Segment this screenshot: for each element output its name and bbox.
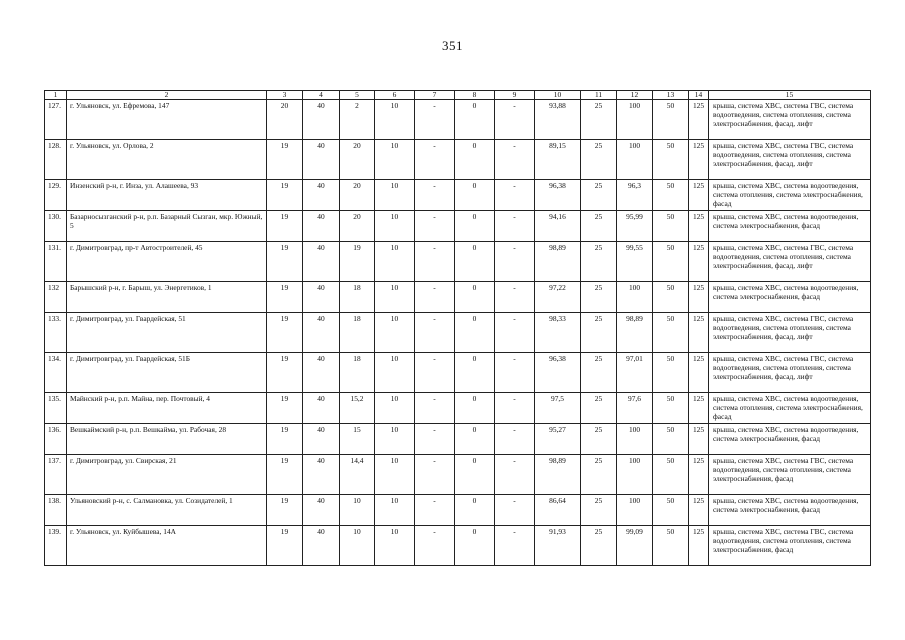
col-3-cell: 19: [267, 525, 303, 565]
col-13-cell: 50: [653, 179, 689, 210]
col-4-cell: 40: [303, 281, 340, 312]
table-row: [45, 281, 871, 312]
col-6-cell: 10: [375, 210, 415, 241]
col-10-cell: 97,22: [535, 281, 581, 312]
col-3-cell: 19: [267, 241, 303, 281]
col-6-cell: 10: [375, 281, 415, 312]
row-number: 131.: [45, 241, 67, 281]
col-9-cell: -: [495, 423, 535, 454]
column-header: 13: [653, 91, 689, 100]
table-body: [45, 99, 871, 565]
col-12-cell: 97,01: [617, 352, 653, 392]
row-number: 130.: [45, 210, 67, 241]
address-cell: г. Димитровград, ул. Гвардейская, 51: [67, 312, 267, 352]
col-13-cell: 50: [653, 494, 689, 525]
col-14-cell: 125: [689, 210, 709, 241]
address-cell: Ульяновский р-н, с. Салмановка, ул. Созидателей, 1: [67, 494, 267, 525]
col-10-cell: 94,16: [535, 210, 581, 241]
col-4-cell: 40: [303, 210, 340, 241]
row-number: 136.: [45, 423, 67, 454]
column-header: 7: [415, 91, 455, 100]
works-cell: крыша, система ХВС, система водоотведения, система отопления, система электроснабжения, фасад: [709, 179, 871, 210]
col-5-cell: 10: [340, 494, 375, 525]
col-12-cell: 97,6: [617, 392, 653, 423]
col-6-cell: 10: [375, 139, 415, 179]
col-3-cell: 19: [267, 352, 303, 392]
works-cell: крыша, система ХВС, система ГВС, система водоотведения, система отопления, система электроснабжения, фасад, лифт: [709, 352, 871, 392]
col-10-cell: 93,88: [535, 99, 581, 139]
address-cell: г. Димитровград, ул. Гвардейская, 51Б: [67, 352, 267, 392]
col-9-cell: -: [495, 99, 535, 139]
col-5-cell: 18: [340, 281, 375, 312]
col-6-cell: 10: [375, 494, 415, 525]
col-12-cell: 95,99: [617, 210, 653, 241]
row-number: 127.: [45, 99, 67, 139]
col-10-cell: 89,15: [535, 139, 581, 179]
row-number: 133.: [45, 312, 67, 352]
col-3-cell: 19: [267, 392, 303, 423]
col-13-cell: 50: [653, 423, 689, 454]
col-11-cell: 25: [581, 423, 617, 454]
col-5-cell: 15: [340, 423, 375, 454]
col-8-cell: 0: [455, 312, 495, 352]
col-14-cell: 125: [689, 352, 709, 392]
col-8-cell: 0: [455, 352, 495, 392]
column-header: 10: [535, 91, 581, 100]
col-11-cell: 25: [581, 454, 617, 494]
col-6-cell: 10: [375, 423, 415, 454]
col-5-cell: 20: [340, 139, 375, 179]
address-cell: Вешкаймский р-н, р.п. Вешкайма, ул. Рабочая, 28: [67, 423, 267, 454]
col-6-cell: 10: [375, 392, 415, 423]
col-9-cell: -: [495, 312, 535, 352]
col-11-cell: 25: [581, 99, 617, 139]
row-number: 139.: [45, 525, 67, 565]
col-13-cell: 50: [653, 525, 689, 565]
header-row: [45, 91, 871, 100]
table-row: [45, 352, 871, 392]
column-header: 5: [340, 91, 375, 100]
works-cell: крыша, система ХВС, система ГВС, система водоотведения, система отопления, система электроснабжения, фасад: [709, 454, 871, 494]
table-row: [45, 99, 871, 139]
col-14-cell: 125: [689, 312, 709, 352]
col-8-cell: 0: [455, 210, 495, 241]
col-5-cell: 10: [340, 525, 375, 565]
works-cell: крыша, система ХВС, система водоотведения, система электроснабжения, фасад: [709, 423, 871, 454]
col-11-cell: 25: [581, 392, 617, 423]
works-cell: крыша, система ХВС, система водоотведения, система электроснабжения, фасад: [709, 494, 871, 525]
col-6-cell: 10: [375, 99, 415, 139]
address-cell: Базарносызганский р-н, р.п. Базарный Сызган, мкр. Южный, 5: [67, 210, 267, 241]
col-4-cell: 40: [303, 423, 340, 454]
col-4-cell: 40: [303, 179, 340, 210]
col-9-cell: -: [495, 139, 535, 179]
col-10-cell: 98,89: [535, 241, 581, 281]
col-4-cell: 40: [303, 241, 340, 281]
works-table: [44, 90, 871, 566]
column-header: 12: [617, 91, 653, 100]
col-14-cell: 125: [689, 525, 709, 565]
col-8-cell: 0: [455, 494, 495, 525]
col-10-cell: 96,38: [535, 179, 581, 210]
table-row: [45, 241, 871, 281]
col-6-cell: 10: [375, 179, 415, 210]
col-13-cell: 50: [653, 392, 689, 423]
col-9-cell: -: [495, 454, 535, 494]
col-8-cell: 0: [455, 423, 495, 454]
col-5-cell: 20: [340, 179, 375, 210]
col-3-cell: 19: [267, 139, 303, 179]
col-3-cell: 19: [267, 454, 303, 494]
col-7-cell: -: [415, 99, 455, 139]
col-14-cell: 125: [689, 392, 709, 423]
col-8-cell: 0: [455, 525, 495, 565]
col-7-cell: -: [415, 139, 455, 179]
table-row: [45, 494, 871, 525]
col-7-cell: -: [415, 392, 455, 423]
col-14-cell: 125: [689, 139, 709, 179]
col-9-cell: -: [495, 281, 535, 312]
col-7-cell: -: [415, 210, 455, 241]
column-header: 15: [709, 91, 871, 100]
col-11-cell: 25: [581, 281, 617, 312]
col-12-cell: 100: [617, 99, 653, 139]
col-3-cell: 19: [267, 210, 303, 241]
column-header: 2: [67, 91, 267, 100]
col-13-cell: 50: [653, 210, 689, 241]
address-cell: Барышский р-н, г. Барыш, ул. Энергетиков, 1: [67, 281, 267, 312]
col-3-cell: 19: [267, 423, 303, 454]
table-row: [45, 210, 871, 241]
col-13-cell: 50: [653, 99, 689, 139]
col-5-cell: 15,2: [340, 392, 375, 423]
col-12-cell: 98,89: [617, 312, 653, 352]
col-7-cell: -: [415, 525, 455, 565]
column-header: 11: [581, 91, 617, 100]
page-number: 351: [442, 38, 463, 53]
col-13-cell: 50: [653, 281, 689, 312]
col-6-cell: 10: [375, 352, 415, 392]
col-10-cell: 98,33: [535, 312, 581, 352]
col-8-cell: 0: [455, 99, 495, 139]
col-9-cell: -: [495, 352, 535, 392]
col-14-cell: 125: [689, 179, 709, 210]
works-cell: крыша, система ХВС, система водоотведения, система электроснабжения, фасад: [709, 210, 871, 241]
col-10-cell: 97,5: [535, 392, 581, 423]
address-cell: г. Димитровград, ул. Свирская, 21: [67, 454, 267, 494]
col-6-cell: 10: [375, 312, 415, 352]
address-cell: г. Димитровград, пр-т Автостроителей, 45: [67, 241, 267, 281]
col-11-cell: 25: [581, 352, 617, 392]
col-9-cell: -: [495, 241, 535, 281]
col-7-cell: -: [415, 352, 455, 392]
col-13-cell: 50: [653, 139, 689, 179]
row-number: 137.: [45, 454, 67, 494]
col-11-cell: 25: [581, 494, 617, 525]
col-9-cell: -: [495, 392, 535, 423]
col-5-cell: 19: [340, 241, 375, 281]
col-8-cell: 0: [455, 281, 495, 312]
col-4-cell: 40: [303, 454, 340, 494]
column-header: 4: [303, 91, 340, 100]
works-cell: крыша, система ХВС, система ГВС, система водоотведения, система отопления, система электроснабжения, фасад, лифт: [709, 241, 871, 281]
col-7-cell: -: [415, 423, 455, 454]
table-row: [45, 392, 871, 423]
column-header: 8: [455, 91, 495, 100]
col-3-cell: 19: [267, 281, 303, 312]
col-7-cell: -: [415, 241, 455, 281]
col-8-cell: 0: [455, 454, 495, 494]
col-9-cell: -: [495, 525, 535, 565]
col-6-cell: 10: [375, 241, 415, 281]
col-3-cell: 19: [267, 179, 303, 210]
table-row: [45, 312, 871, 352]
col-14-cell: 125: [689, 454, 709, 494]
row-number: 134.: [45, 352, 67, 392]
col-12-cell: 100: [617, 494, 653, 525]
col-5-cell: 20: [340, 210, 375, 241]
col-13-cell: 50: [653, 352, 689, 392]
col-12-cell: 100: [617, 281, 653, 312]
address-cell: Инзенский р-н, г. Инза, ул. Алашеева, 93: [67, 179, 267, 210]
column-header: 3: [267, 91, 303, 100]
col-8-cell: 0: [455, 179, 495, 210]
address-cell: г. Ульяновск, ул. Куйбышева, 14А: [67, 525, 267, 565]
col-14-cell: 125: [689, 99, 709, 139]
works-cell: крыша, система ХВС, система водоотведения, система электроснабжения, фасад: [709, 281, 871, 312]
table-row: [45, 179, 871, 210]
col-5-cell: 14,4: [340, 454, 375, 494]
table-row: [45, 454, 871, 494]
works-cell: крыша, система ХВС, система ГВС, система водоотведения, система отопления, система электроснабжения, фасад, лифт: [709, 99, 871, 139]
col-3-cell: 19: [267, 312, 303, 352]
col-13-cell: 50: [653, 241, 689, 281]
column-header: 1: [45, 91, 67, 100]
row-number: 128.: [45, 139, 67, 179]
col-6-cell: 10: [375, 525, 415, 565]
col-3-cell: 19: [267, 494, 303, 525]
col-14-cell: 125: [689, 281, 709, 312]
col-9-cell: -: [495, 494, 535, 525]
table-row: [45, 525, 871, 565]
col-8-cell: 0: [455, 392, 495, 423]
col-4-cell: 40: [303, 494, 340, 525]
col-11-cell: 25: [581, 312, 617, 352]
col-4-cell: 40: [303, 525, 340, 565]
works-cell: крыша, система ХВС, система ГВС, система водоотведения, система отопления, система электроснабжения, фасад, лифт: [709, 139, 871, 179]
col-11-cell: 25: [581, 525, 617, 565]
col-12-cell: 100: [617, 139, 653, 179]
col-11-cell: 25: [581, 210, 617, 241]
col-3-cell: 20: [267, 99, 303, 139]
col-5-cell: 2: [340, 99, 375, 139]
col-10-cell: 86,64: [535, 494, 581, 525]
col-11-cell: 25: [581, 241, 617, 281]
col-14-cell: 125: [689, 494, 709, 525]
col-8-cell: 0: [455, 139, 495, 179]
col-14-cell: 125: [689, 423, 709, 454]
address-cell: г. Ульяновск, ул. Орлова, 2: [67, 139, 267, 179]
works-cell: крыша, система ХВС, система ГВС, система водоотведения, система отопления, система электроснабжения, фасад, лифт: [709, 312, 871, 352]
table-row: [45, 423, 871, 454]
col-4-cell: 40: [303, 312, 340, 352]
col-12-cell: 99,55: [617, 241, 653, 281]
col-10-cell: 98,89: [535, 454, 581, 494]
col-4-cell: 40: [303, 99, 340, 139]
works-cell: крыша, система ХВС, система водоотведения, система отопления, система электроснабжения, фасад: [709, 392, 871, 423]
col-9-cell: -: [495, 179, 535, 210]
row-number: 132: [45, 281, 67, 312]
column-header: 9: [495, 91, 535, 100]
col-7-cell: -: [415, 312, 455, 352]
column-header: 14: [689, 91, 709, 100]
col-6-cell: 10: [375, 454, 415, 494]
row-number: 129.: [45, 179, 67, 210]
col-7-cell: -: [415, 179, 455, 210]
col-10-cell: 91,93: [535, 525, 581, 565]
works-cell: крыша, система ХВС, система ГВС, система водоотведения, система отопления, система электроснабжения, фасад: [709, 525, 871, 565]
col-12-cell: 100: [617, 454, 653, 494]
col-12-cell: 99,09: [617, 525, 653, 565]
col-7-cell: -: [415, 281, 455, 312]
col-4-cell: 40: [303, 392, 340, 423]
col-5-cell: 18: [340, 352, 375, 392]
column-header: 6: [375, 91, 415, 100]
col-13-cell: 50: [653, 312, 689, 352]
col-7-cell: -: [415, 494, 455, 525]
address-cell: г. Ульяновск, ул. Ефремова, 147: [67, 99, 267, 139]
table-row: [45, 139, 871, 179]
col-10-cell: 95,27: [535, 423, 581, 454]
col-12-cell: 100: [617, 423, 653, 454]
col-12-cell: 96,3: [617, 179, 653, 210]
col-5-cell: 18: [340, 312, 375, 352]
col-14-cell: 125: [689, 241, 709, 281]
row-number: 135.: [45, 392, 67, 423]
address-cell: Майнский р-н, р.п. Майна, пер. Почтовый, 4: [67, 392, 267, 423]
col-7-cell: -: [415, 454, 455, 494]
col-11-cell: 25: [581, 139, 617, 179]
row-number: 138.: [45, 494, 67, 525]
col-8-cell: 0: [455, 241, 495, 281]
col-13-cell: 50: [653, 454, 689, 494]
col-4-cell: 40: [303, 139, 340, 179]
col-11-cell: 25: [581, 179, 617, 210]
col-10-cell: 96,38: [535, 352, 581, 392]
col-9-cell: -: [495, 210, 535, 241]
col-4-cell: 40: [303, 352, 340, 392]
